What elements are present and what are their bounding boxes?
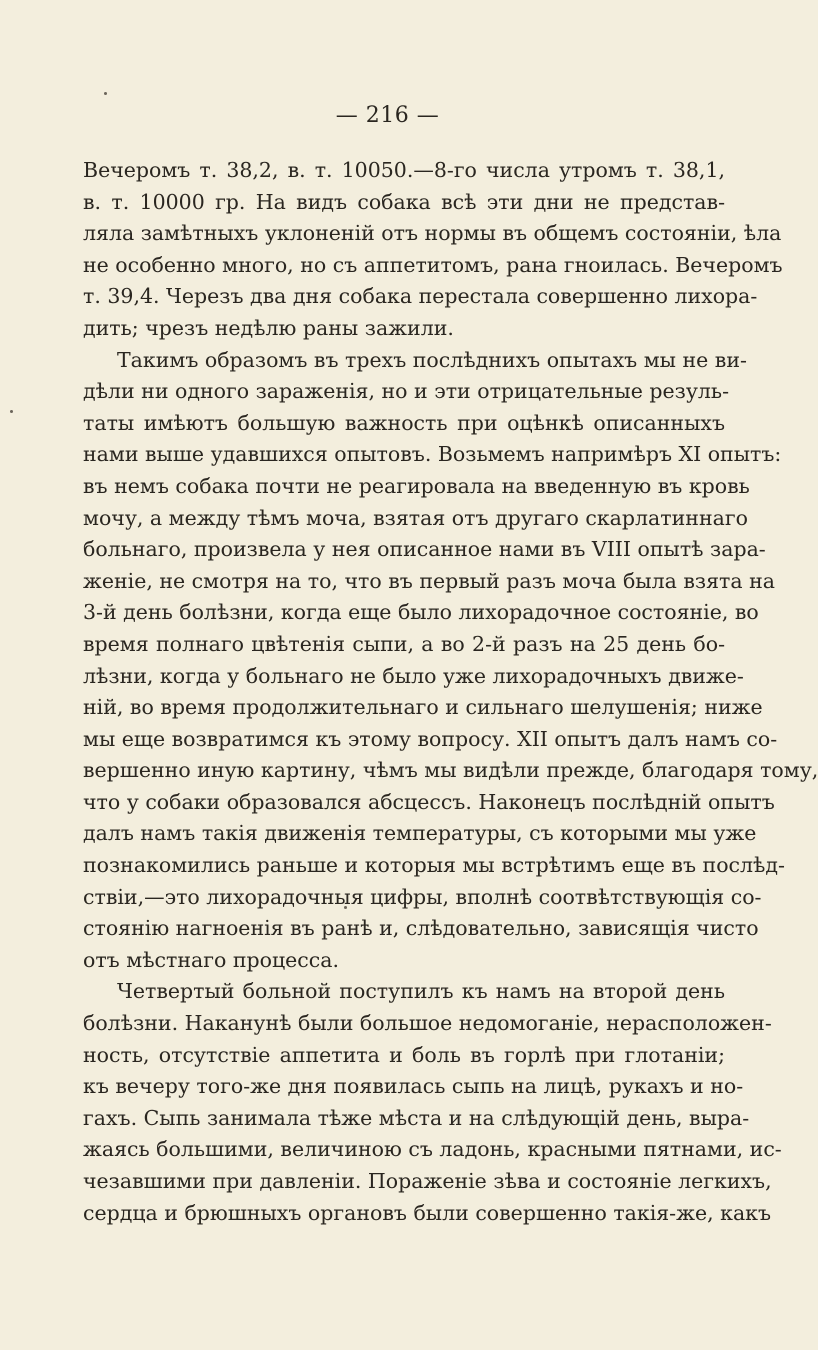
- text-line: лѣзни, когда у больнаго не было уже лихорадочныхъ движе-: [83, 663, 744, 688]
- text-line: не особенно много, но съ аппетитомъ, рана гноилась. Вечеромъ: [83, 252, 783, 277]
- text-line: ляла замѣтныхъ уклоненій отъ нормы въ общемъ состояніи, ѣла: [83, 221, 782, 246]
- text-line: жаясь большими, величиною съ ладонь, красными пятнами, ис-: [83, 1137, 782, 1162]
- text-line: в. т. 10000 гр. На видъ собака всѣ эти дни не представ-: [83, 189, 725, 214]
- text-line: нами выше удавшихся опытовъ. Возьмемъ напримѣръ XI опытъ:: [83, 442, 782, 467]
- print-speck: [10, 410, 13, 413]
- text-line: Четвертый больной поступилъ къ намъ на второй день: [117, 979, 725, 1004]
- print-speck: [104, 92, 107, 95]
- text-line: въ немъ собака почти не реагировала на введенную въ кровь: [83, 473, 750, 498]
- text-line: ній, во время продолжительнаго и сильнаго шелушенія; ниже: [83, 695, 763, 720]
- text-line: Вечеромъ т. 38,2, в. т. 10050.—8-го числа утромъ т. 38,1,: [83, 158, 725, 182]
- page-number: — 216 —: [335, 103, 440, 128]
- text-line: болѣзни. Наканунѣ были большое недомоганіе, нерасположен-: [83, 1011, 772, 1036]
- text-line: таты имѣютъ большую важность при оцѣнкѣ описанныхъ: [83, 410, 725, 435]
- text-line: женіе, не смотря на то, что въ первый разъ моча была взята на: [83, 568, 775, 593]
- text-line: далъ намъ такія движенія температуры, съ которыми мы уже: [83, 821, 757, 846]
- text-line: ствіи,—это лихорадочныя цифры, вполнѣ соотвѣтствующія со-: [83, 884, 762, 909]
- text-line: время полнаго цвѣтенія сыпи, а во 2-й разъ на 25 день бо-: [83, 631, 725, 656]
- text-line: дѣли ни одного зараженія, но и эти отрицательные резуль-: [83, 379, 729, 404]
- text-line: сердца и брюшныхъ органовъ были совершенно такія-же, какъ: [83, 1200, 772, 1225]
- text-line: гахъ. Сыпь занимала тѣже мѣста и на слѣдующій день, выра-: [83, 1105, 750, 1130]
- text-line: стоянію нагноенія въ ранѣ и, слѣдовательно, зависящія чисто: [83, 916, 759, 941]
- text-line: что у собаки образовался абсцессъ. Наконецъ послѣдній опытъ: [83, 789, 775, 814]
- body-text: [83, 155, 818, 1229]
- text-line: 3-й день болѣзни, когда еще было лихорадочное состояніе, во: [83, 600, 759, 625]
- text-line: мы еще возвратимся къ этому вопросу. XII опытъ далъ намъ со-: [83, 726, 778, 751]
- text-line: чезавшими при давленіи. Пораженіе зѣва и состояніе легкихъ,: [83, 1169, 772, 1193]
- text-line: Такимъ образомъ въ трехъ послѣднихъ опытахъ мы не ви-: [117, 347, 747, 372]
- text-line: дить; чрезъ недѣлю раны зажили.: [83, 315, 454, 340]
- text-line: познакомились раньше и которыя мы встрѣтимъ еще въ послѣд-: [83, 853, 785, 878]
- text-line: ность, отсутствіе аппетита и боль въ горлѣ при глотаніи;: [83, 1042, 725, 1067]
- text-line: мочу, а между тѣмъ моча, взятая отъ другаго скарлатиннаго: [83, 505, 748, 530]
- text-line: отъ мѣстнаго процесса.: [83, 947, 339, 972]
- text-line: больнаго, произвела у нея описанное нами въ VIII опытѣ зара-: [83, 537, 766, 562]
- text-line: вершенно иную картину, чѣмъ мы видѣли прежде, благодаря тому,: [83, 758, 818, 783]
- text-line: т. 39,4. Черезъ два дня собака перестала совершенно лихора-: [83, 284, 758, 309]
- text-line: къ вечеру того-же дня появилась сыпь на лицѣ, рукахъ и но-: [83, 1074, 744, 1099]
